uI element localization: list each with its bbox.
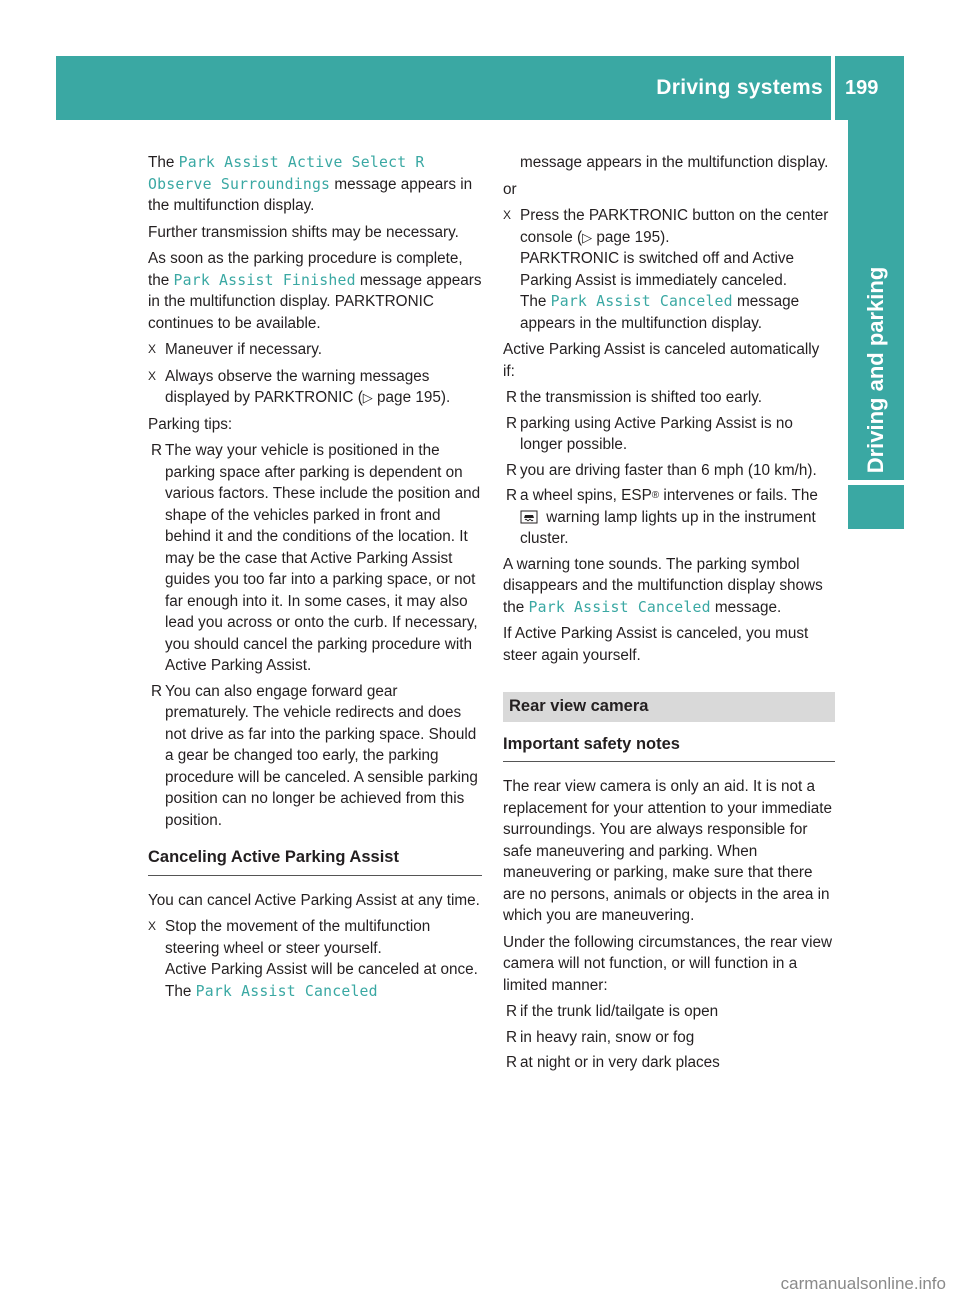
display-message: Park Assist Canceled	[550, 293, 733, 310]
paragraph: The Park Assist Active Select R Observe Surroundings message appears in the multifunction display.	[148, 154, 473, 214]
bullet-icon: R	[506, 1028, 518, 1046]
list-item: R if the trunk lid/tailgate is open	[503, 1001, 835, 1023]
page-ref-icon: ▷	[582, 229, 593, 245]
paragraph: Active Parking Assist is canceled automatically if:	[503, 341, 820, 380]
display-message: Park Assist Canceled	[195, 982, 378, 1000]
instruction-step: X Maneuver if necessary.	[148, 339, 482, 361]
bullet-icon: R	[506, 1054, 518, 1071]
step-arrow-icon: X	[148, 919, 157, 933]
left-column	[148, 152, 482, 1007]
list-item: R The way your vehicle is positioned in the parking space after parking is dependent on various factors. These include the position and shape of the vehicles parked in front and behind it and the conditions of the location. It may be the case that Active Parking Assist guides you too far into a parking space, or not far enough into it. In some cases, it may also lead you across or onto the curb. If necessary, you should cancel the parking procedure with Active Parking Assist.	[151, 442, 481, 674]
bullet-icon: R	[506, 461, 518, 479]
step-arrow-icon: X	[148, 368, 157, 383]
paragraph: A warning tone sounds. The parking symbol disappears and the multifunction display shows the Park Assist Canceled message.	[503, 555, 823, 616]
paragraph: You can cancel Active Parking Assist at any time.	[148, 891, 480, 909]
bullet-icon: R	[506, 389, 518, 406]
paragraph: or	[503, 180, 517, 198]
page-number: 199	[845, 77, 879, 99]
header-divider	[831, 56, 835, 120]
list-item: R at night or in very dark places	[503, 1052, 835, 1074]
esp-warning-lamp-icon	[520, 510, 538, 524]
list-item: R you are driving faster than 6 mph (10 km/h).	[503, 460, 835, 482]
list-item: R parking using Active Parking Assist is no longer possible.	[506, 414, 793, 453]
header-bar	[56, 56, 904, 120]
paragraph: If Active Parking Assist is canceled, you must steer again yourself.	[503, 625, 809, 664]
paragraph: As soon as the parking procedure is complete, the Park Assist Finished message appears in the multifunction display. PARKTRONIC continues to be available.	[148, 250, 482, 332]
display-message: Park Assist Canceled	[528, 598, 711, 616]
page-ref-icon: ▷	[362, 390, 373, 405]
section-heading: Canceling Active Parking Assist	[148, 847, 482, 876]
instruction-step: X Press the PARKTRONIC button on the center console (▷ page 195). PARKTRONIC is switched off and Active Parking Assist is immediately canceled. The Park Assist Canceled message appears in the multifunction display.	[503, 207, 829, 332]
section-band-heading: Rear view camera	[503, 692, 835, 722]
step-arrow-icon: X	[503, 208, 512, 222]
section-heading: Important safety notes	[503, 734, 835, 763]
instruction-step: X Stop the movement of the multifunction steering wheel or steer yourself. Active Parking Assist will be canceled at once. The Park Assist Canceled	[148, 918, 478, 1000]
chapter-marker-block	[848, 485, 904, 529]
paragraph: Parking tips:	[148, 415, 233, 433]
display-message: Park Assist Active Select R Observe Surroundings	[148, 154, 425, 193]
instruction-step-continued: message appears in the multifunction display.	[520, 154, 829, 171]
right-column	[503, 152, 835, 1078]
display-message: Park Assist Finished	[173, 271, 356, 289]
section-title: Driving systems	[656, 76, 823, 99]
list-item: R in heavy rain, snow or fog	[503, 1027, 835, 1049]
step-arrow-icon: X	[148, 342, 157, 356]
bullet-icon: R	[506, 1003, 518, 1020]
instruction-step: X Always observe the warning messages displayed by PARKTRONIC (▷ page 195).	[148, 367, 451, 406]
paragraph: Under the following circumstances, the rear view camera will not function, or will function in a limited manner:	[503, 933, 833, 994]
watermark: carmanualsonline.info	[780, 1274, 946, 1293]
list-item: R the transmission is shifted too early.	[503, 387, 835, 409]
bullet-icon: R	[506, 414, 518, 432]
list-item: R You can also engage forward gear prematurely. The vehicle redirects and does not drive as far into the parking space. Should a gear be changed too early, the parking procedure will be canceled. A sensible parking position can no longer be achieved from this position.	[151, 682, 478, 829]
paragraph: The rear view camera is only an aid. It is not a replacement for your attention to your immediate surroundings. You are always responsible for safe maneuvering and parking. When maneuvering or parking, make sure that there are no persons, animals or objects in the area in which you are maneuvering.	[503, 778, 833, 924]
list-item: R a wheel spins, ESP® intervenes or fails. The warning lamp lights up in the instrument cluster.	[506, 487, 818, 547]
bullet-icon: R	[151, 442, 163, 459]
bullet-icon: R	[151, 682, 163, 700]
paragraph: Further transmission shifts may be necessary.	[148, 223, 459, 241]
bullet-icon: R	[506, 487, 518, 504]
